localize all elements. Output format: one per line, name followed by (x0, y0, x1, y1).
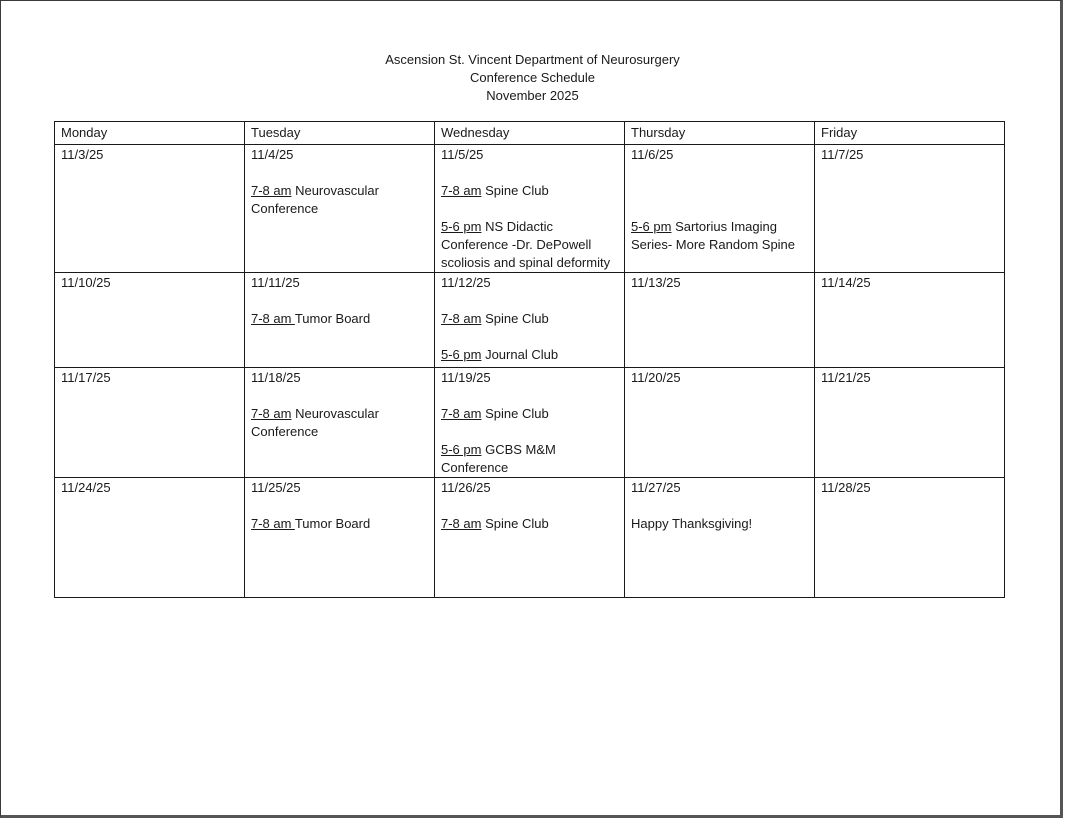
day-date: 11/11/25 (251, 275, 300, 290)
event-title: Neurovascular Conference (251, 406, 383, 439)
week-row (55, 145, 1005, 273)
week-row (55, 368, 1005, 478)
event-entry (441, 515, 618, 533)
schedule-title: Conference Schedule (469, 70, 596, 85)
event-time: 5-6 pm (441, 442, 482, 457)
department-title: Ascension St. Vincent Department of Neurosurgery (385, 52, 680, 67)
event-entry (441, 218, 618, 272)
event-time: 7-8 am (251, 406, 292, 421)
day-date: 11/17/25 (61, 370, 111, 385)
event-entry (441, 346, 618, 364)
day-cell (435, 273, 625, 368)
day-cell (625, 478, 815, 598)
weekday-monday: Monday (55, 122, 245, 145)
day-cell (55, 273, 245, 368)
day-cell (625, 273, 815, 368)
calendar-body (55, 145, 1005, 598)
conference-calendar (54, 121, 1005, 598)
event-time: 7-8 am (251, 311, 295, 326)
day-date: 11/25/25 (251, 480, 301, 495)
day-date: 11/13/25 (631, 275, 681, 290)
event-entry (631, 218, 808, 254)
day-date: 11/7/25 (821, 147, 864, 162)
weekday-header-row (55, 122, 1005, 145)
event-entry (251, 310, 428, 328)
event-entry (441, 405, 618, 423)
event-title: NS Didactic Conference -Dr. DePowell scoliosis and spinal deformity (441, 219, 611, 270)
event-title: Happy Thanksgiving! (631, 516, 753, 531)
day-date: 11/21/25 (821, 370, 871, 385)
event-title: Tumor Board (294, 311, 371, 326)
week-row (55, 478, 1005, 598)
day-date: 11/20/25 (631, 370, 681, 385)
day-cell (245, 273, 435, 368)
event-time: 5-6 pm (441, 219, 482, 234)
month-title: November 2025 (486, 88, 579, 103)
day-cell (435, 478, 625, 598)
day-date: 11/10/25 (61, 275, 111, 290)
day-date: 11/14/25 (821, 275, 871, 290)
event-entry (251, 515, 428, 533)
day-date: 11/5/25 (441, 147, 484, 162)
event-entry (251, 405, 428, 441)
event-entry (441, 441, 618, 477)
day-date: 11/18/25 (251, 370, 301, 385)
event-title: Neurovascular Conference (251, 183, 383, 216)
event-time: 5-6 pm (441, 347, 482, 362)
day-cell (815, 368, 1005, 478)
event-time: 7-8 am (441, 183, 482, 198)
day-cell (815, 478, 1005, 598)
event-entry (441, 182, 618, 200)
day-cell (55, 145, 245, 273)
event-title: Sartorius Imaging Series- More Random Spine (631, 219, 796, 252)
day-date: 11/27/25 (631, 480, 681, 495)
day-date: 11/28/25 (821, 480, 871, 495)
weekday-friday: Friday (815, 122, 1005, 145)
week-row (55, 273, 1005, 368)
weekday-wednesday: Wednesday (435, 122, 625, 145)
event-title: Spine Club (481, 406, 549, 421)
event-time: 7-8 am (441, 516, 482, 531)
event-entry (631, 182, 808, 200)
day-date: 11/24/25 (61, 480, 111, 495)
day-cell (815, 145, 1005, 273)
page-header (0, 51, 1065, 105)
day-date: 11/4/25 (251, 147, 294, 162)
event-title: GCBS M&M Conference (441, 442, 560, 475)
event-entry (251, 182, 428, 218)
event-title: Spine Club (481, 183, 549, 198)
day-cell (245, 145, 435, 273)
day-cell (55, 368, 245, 478)
event-time: 5-6 pm (631, 219, 672, 234)
day-date: 11/6/25 (631, 147, 674, 162)
day-date: 11/12/25 (441, 275, 491, 290)
day-date: 11/26/25 (441, 480, 491, 495)
event-entry (441, 310, 618, 328)
day-cell (435, 368, 625, 478)
day-cell (625, 368, 815, 478)
day-date: 11/19/25 (441, 370, 491, 385)
event-title: Tumor Board (294, 516, 371, 531)
weekday-tuesday: Tuesday (245, 122, 435, 145)
day-cell (815, 273, 1005, 368)
day-cell (435, 145, 625, 273)
event-time: 7-8 am (251, 516, 295, 531)
event-title: Journal Club (481, 347, 559, 362)
weekday-thursday: Thursday (625, 122, 815, 145)
day-cell (625, 145, 815, 273)
event-time: 7-8 am (441, 406, 482, 421)
day-cell (245, 368, 435, 478)
event-title: Spine Club (481, 311, 549, 326)
event-title: Spine Club (481, 516, 549, 531)
day-date: 11/3/25 (61, 147, 104, 162)
event-time: 7-8 am (251, 183, 292, 198)
event-time: 7-8 am (441, 311, 482, 326)
day-cell (55, 478, 245, 598)
event-entry (631, 515, 808, 533)
day-cell (245, 478, 435, 598)
